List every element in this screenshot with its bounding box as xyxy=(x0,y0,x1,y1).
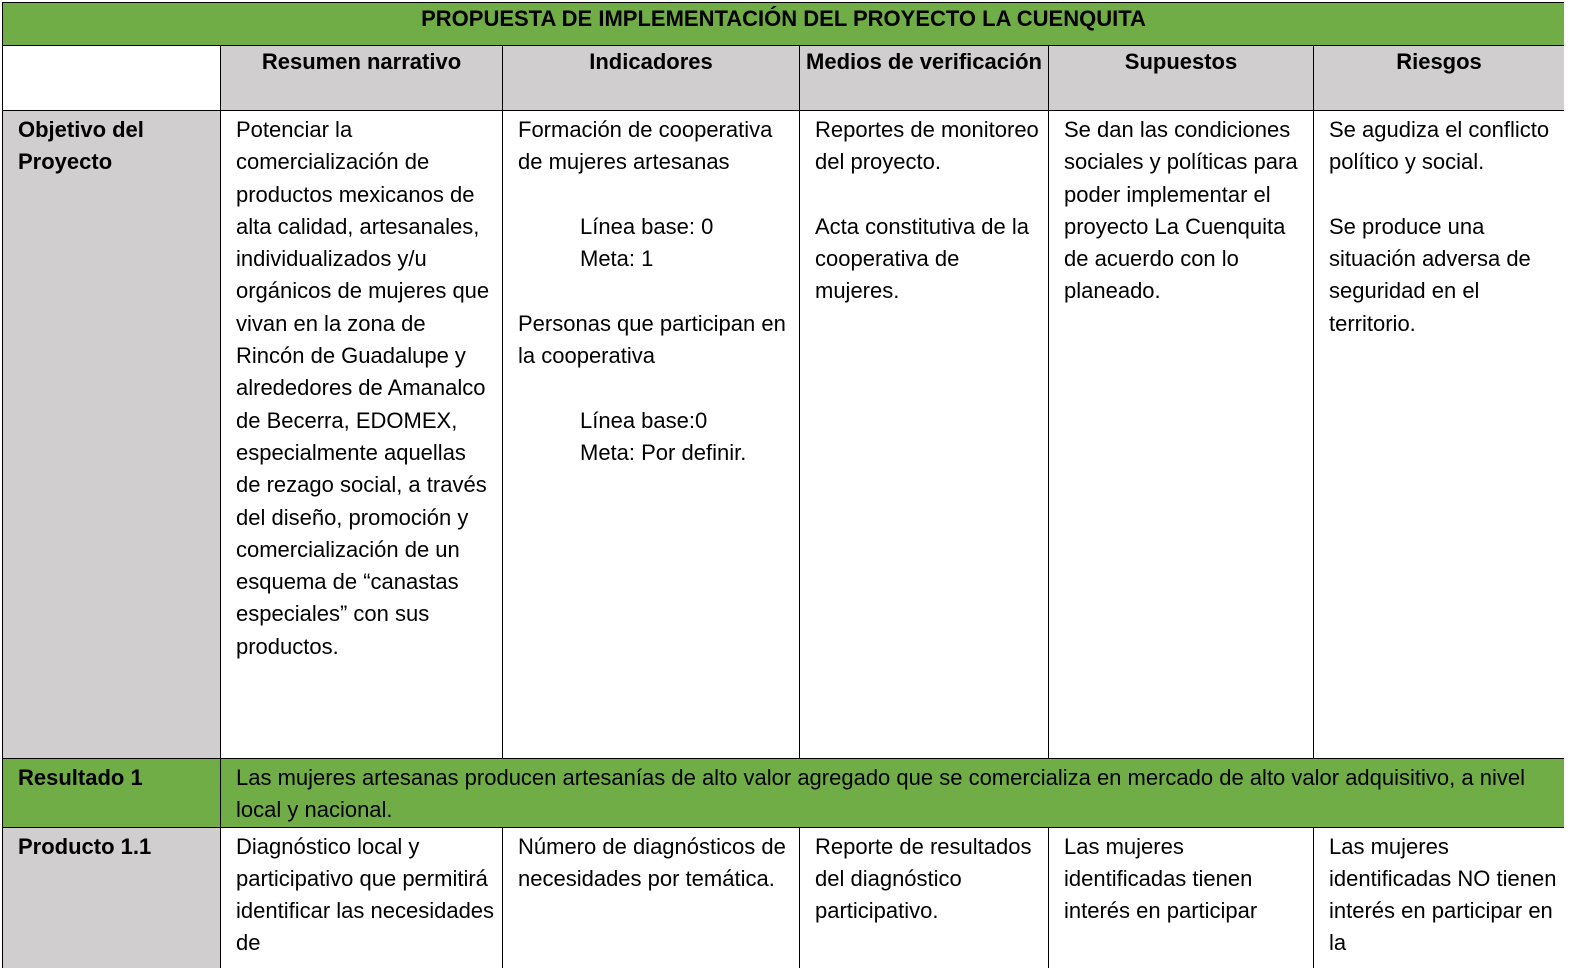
cell-objetivo-resumen: Potenciar la comercialización de productos mexicanos de alta calidad, artesanales, individualizados y/u orgánicos de mujeres que vivan en la zona de Rincón de Guadalupe y alrededores de Amanalco de Becerra, EDOMEX, especialmente aquellas de rezago social, a través del diseño, promoción y comercialización de un esquema de “canastas especiales” con sus productos. xyxy=(221,111,503,759)
cell-producto-1-1-resumen: Diagnóstico local y participativo que permitirá identificar las necesidades de xyxy=(221,827,503,968)
indicator-1-goal: Meta: 1 xyxy=(580,246,654,272)
cell-producto-1-1-riesgos: Las mujeres identificadas NO tienen interés en participar en la xyxy=(1314,827,1565,968)
header-medios: Medios de verificación xyxy=(800,46,1049,111)
verification-2: Acta constitutiva de la cooperativa de mujeres. xyxy=(815,213,1030,304)
header-supuestos: Supuestos xyxy=(1049,46,1314,111)
cell-objetivo-indicadores xyxy=(503,111,800,759)
row-label-resultado-1: Resultado 1 xyxy=(3,759,221,828)
header-row xyxy=(3,46,1565,111)
risk-2: Se produce una situación adversa de seguridad en el territorio. xyxy=(1329,213,1531,336)
indicator-1: Formación de cooperativa de mujeres artesanas xyxy=(518,117,773,175)
document-title: PROPUESTA DE IMPLEMENTACIÓN DEL PROYECTO LA CUENQUITA xyxy=(3,3,1565,46)
cell-producto-1-1-supuestos: Las mujeres identificadas tienen interés en participar xyxy=(1049,827,1314,968)
verification-1: Reportes de monitoreo del proyecto. xyxy=(815,117,1039,175)
row-label-objetivo: Objetivo del Proyecto xyxy=(3,111,221,759)
header-indicadores: Indicadores xyxy=(503,46,800,111)
row-label-producto-1-1: Producto 1.1 xyxy=(3,827,221,968)
cell-objetivo-riesgos xyxy=(1314,111,1565,759)
header-blank xyxy=(3,46,221,111)
row-resultado-1 xyxy=(3,759,1565,828)
cell-resultado-1-text: Las mujeres artesanas producen artesanías de alto valor agregado que se comercializa en mercado de alto valor adquisitivo, a nivel local y nacional. xyxy=(221,759,1565,828)
header-riesgos: Riesgos xyxy=(1314,46,1565,111)
row-objetivo xyxy=(3,111,1565,759)
indicator-2-goal: Meta: Por definir. xyxy=(580,439,747,465)
indicator-2: Personas que participan en la cooperativa xyxy=(518,310,786,369)
indicator-2-baseline: Línea base:0 xyxy=(580,407,708,433)
cell-objetivo-supuestos: Se dan las condiciones sociales y políticas para poder implementar el proyecto La Cuenquita de acuerdo con lo planeado. xyxy=(1049,111,1314,759)
cell-objetivo-medios xyxy=(800,111,1049,759)
header-resumen: Resumen narrativo xyxy=(221,46,503,111)
logframe-sheet xyxy=(2,2,1564,968)
cell-producto-1-1-indicadores: Número de diagnósticos de necesidades por temática. xyxy=(503,827,800,968)
row-producto-1-1 xyxy=(3,827,1565,968)
risk-1: Se agudiza el conflicto político y social. xyxy=(1329,117,1550,175)
title-row xyxy=(3,3,1565,46)
logframe-table xyxy=(2,2,1564,968)
cell-producto-1-1-medios: Reporte de resultados del diagnóstico participativo. xyxy=(800,827,1049,968)
indicator-1-baseline: Línea base: 0 xyxy=(580,213,714,239)
